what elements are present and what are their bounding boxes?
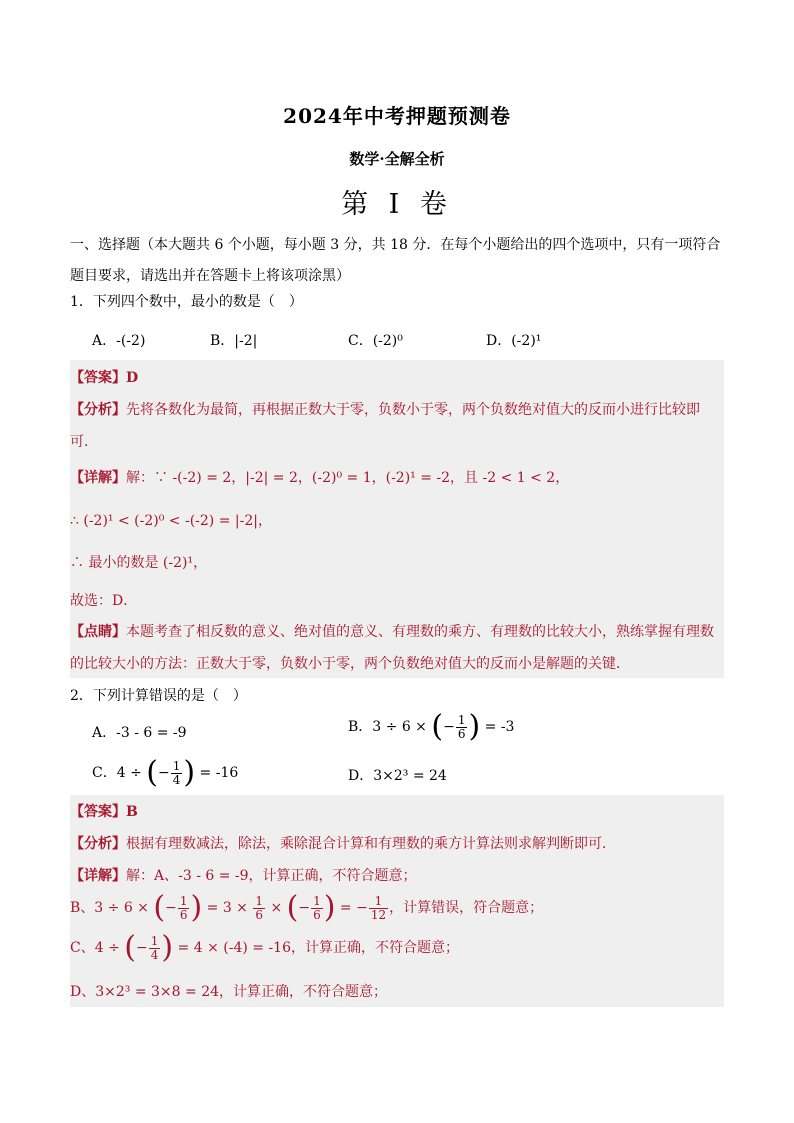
q2-stem: 2．下列计算错误的是（ ） bbox=[70, 688, 247, 704]
q1-detail-line-1 bbox=[70, 467, 724, 487]
q1-detail-line-2: ∴ (-2)¹ < (-2)⁰ < -(-2) = |-2|， bbox=[70, 513, 272, 529]
q2-detail-tag: 【详解】 bbox=[70, 868, 126, 884]
q1-option-c: C．(-2)⁰ bbox=[348, 333, 403, 349]
q2-detail-c-end: = 4 × (-4) = -16，计算正确，不符合题意； bbox=[177, 940, 459, 956]
section-heading: 一、选择题（本大题共 6 个小题，每小题 3 分，共 18 分．在每个小题给出的四个选项中，只有一项符合题目要求，请选出并在答题卡上将该项涂黑） bbox=[70, 237, 721, 284]
right-paren-icon: ) bbox=[183, 755, 196, 790]
q2-detail-c-prefix: C、4 ÷ bbox=[70, 940, 120, 956]
left-paren-icon: ( bbox=[124, 930, 136, 965]
q1-analysis bbox=[70, 394, 724, 458]
left-paren-icon: ( bbox=[286, 890, 299, 925]
q1-answer-panel bbox=[70, 360, 724, 678]
fraction: $\frac{1}{4}$ bbox=[172, 758, 181, 787]
q2-answer-panel bbox=[70, 795, 724, 1007]
fraction: $\frac{1}{6}$ bbox=[255, 893, 264, 922]
q2-detail-b-end: ，计算错误，符合题意； bbox=[389, 900, 544, 916]
q2-detail-b-prefix: B、3 ÷ 6 × bbox=[70, 900, 149, 916]
q2-analysis-tag: 【分析】 bbox=[70, 836, 126, 852]
q2-detail-a-text: 解：A、-3 - 6 = -9，计算正确，不符合题意； bbox=[126, 868, 417, 884]
right-paren-icon: ) bbox=[468, 709, 481, 744]
left-paren-icon: ( bbox=[431, 709, 444, 744]
q1-analysis-tag: 【分析】 bbox=[70, 402, 126, 418]
q2-detail-d: D、3×2³ = 3×8 = 24，计算正确，不符合题意； bbox=[70, 984, 388, 1000]
fraction: $\frac{1}{12}$ bbox=[370, 893, 387, 922]
q1-option-b: B．|-2| bbox=[210, 333, 258, 349]
exam-title: 2024年中考押题预测卷 bbox=[283, 104, 511, 128]
right-paren-icon: ) bbox=[323, 890, 336, 925]
fraction: $\frac{1}{6}$ bbox=[313, 893, 321, 922]
q1-detail-line-3: ∴ 最小的数是 (-2)¹， bbox=[70, 555, 208, 571]
q2-option-c-prefix: C．4 ÷ bbox=[92, 765, 142, 781]
q1-comment bbox=[70, 616, 724, 680]
q2-analysis-text: 根据有理数减法，除法，乘除混合计算和有理数的乘方计算法则求解判断即可． bbox=[126, 836, 616, 852]
q1-option-d: D．(-2)¹ bbox=[486, 333, 542, 349]
left-paren-icon: ( bbox=[146, 755, 158, 790]
q1-detail-text-1: 解：∵ -(-2) = 2，|-2| = 2，(-2)⁰ = 1，(-2)¹ = -2，且 -2 < 1 < 2， bbox=[126, 470, 570, 486]
q2-option-b-prefix: B．3 ÷ 6 × bbox=[348, 719, 427, 735]
q2-option-d: D．3×2³ = 24 bbox=[348, 768, 447, 784]
q2-option-b: B．3 ÷ 6 × (− $\frac{1}{6}$ ) = -3 bbox=[348, 709, 515, 744]
q2-detail-c: C、4 ÷ (− $\frac{1}{4}$ ) = 4 × (-4) = -16，计算正确，不符合题意； bbox=[70, 930, 459, 965]
q2-option-c-suffix: = -16 bbox=[199, 765, 239, 781]
q1-answer: 【答案】D bbox=[70, 370, 139, 386]
q1-option-a: A．-(-2) bbox=[92, 333, 146, 349]
q1-analysis-text: 先将各数化为最简，再根据正数大于零，负数小于零，两个负数绝对值大的反而小进行比较即可． bbox=[70, 402, 700, 450]
q1-detail-line-4: 故选：D． bbox=[70, 593, 138, 609]
fraction: $\frac{1}{4}$ bbox=[150, 933, 159, 962]
q2-option-a: A．-3 - 6 = -9 bbox=[92, 725, 187, 741]
volume-title: 第 I 卷 bbox=[341, 189, 453, 220]
q2-option-b-suffix: = -3 bbox=[484, 719, 515, 735]
right-paren-icon: ) bbox=[190, 890, 203, 925]
exam-subtitle: 数学·全解全析 bbox=[349, 150, 445, 168]
q2-detail-a bbox=[70, 865, 724, 885]
q2-detail-b-mid: = 3 × bbox=[206, 900, 248, 916]
q1-detail-tag: 【详解】 bbox=[70, 470, 126, 486]
left-paren-icon: ( bbox=[153, 890, 166, 925]
q1-comment-tag: 【点睛】 bbox=[70, 624, 126, 640]
q1-comment-text: 本题考查了相反数的意义、绝对值的意义、有理数的乘方、有理数的比较大小，熟练掌握有理数的比较大小的方法：正数大于零，负数小于零，两个负数绝对值大的反而小是解题的关键． bbox=[70, 624, 714, 672]
fraction: $\frac{1}{6}$ bbox=[457, 712, 466, 741]
q2-detail-b: B、3 ÷ 6 × (− $\frac{1}{6}$ ) = 3 × $\frac{1}{6}$ × (− $\frac{1}{6}$ ) = − $\frac{1}{12}$ ，计算错误，符合题意； bbox=[70, 890, 544, 925]
q2-option-c: C．4 ÷ (− $\frac{1}{4}$ ) = -16 bbox=[92, 755, 239, 790]
q1-stem: 1．下列四个数中，最小的数是（ ） bbox=[70, 294, 303, 310]
right-paren-icon: ) bbox=[161, 930, 174, 965]
q2-analysis bbox=[70, 833, 724, 853]
fraction: $\frac{1}{6}$ bbox=[179, 893, 188, 922]
q2-answer: 【答案】B bbox=[70, 804, 138, 820]
